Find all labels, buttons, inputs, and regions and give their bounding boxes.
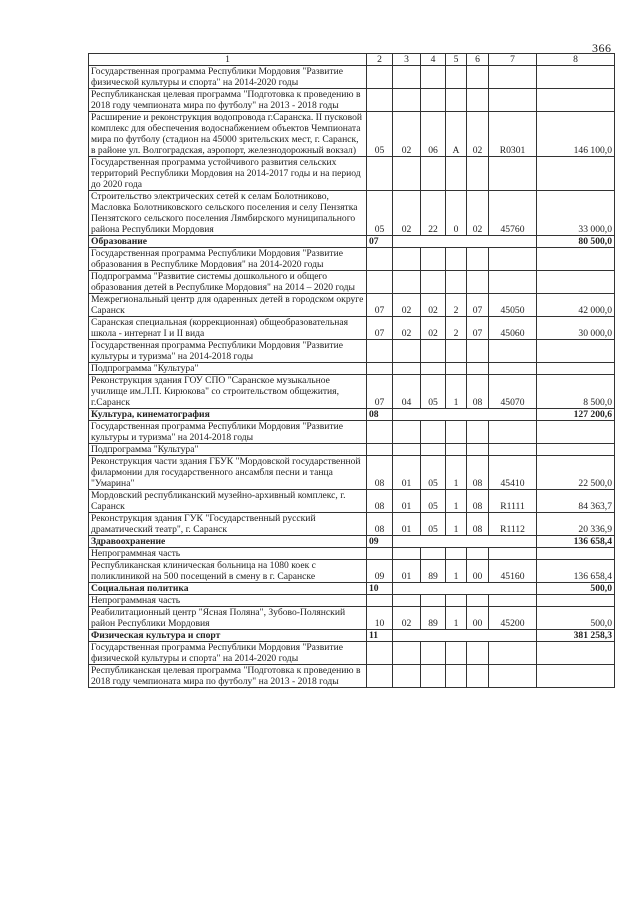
table-row [89, 271, 615, 294]
code-cell-c3: 01 [393, 560, 421, 583]
code-cell-c3 [393, 157, 421, 191]
code-cell-c3 [393, 363, 421, 375]
code-cell-c3: 04 [393, 375, 421, 409]
item-name: Подпрограмма "Культура" [89, 444, 367, 456]
section-total: 136 658,4 [537, 536, 615, 548]
code-cell-c5 [446, 66, 467, 89]
amount-cell: 146 100,0 [537, 112, 615, 157]
table-row [89, 191, 615, 236]
table-row [89, 89, 615, 112]
table-row [89, 595, 615, 607]
section-code: 11 [367, 630, 393, 642]
column-header: 8 [537, 54, 615, 66]
item-name: Строительство электрических сетей к селам Болотниково, Масловка Болотниковского сельского поселения и селу Пензятка Пензятского сельского поселения Лямбирского муниципального района Республики Мордовия [89, 191, 367, 236]
code-cell-c4 [421, 642, 446, 665]
table-body [89, 66, 615, 688]
code-cell-c4 [421, 421, 446, 444]
code-cell-c7: 45760 [489, 191, 537, 236]
code-cell-c2 [367, 363, 393, 375]
code-cell-c3 [393, 66, 421, 89]
code-cell-c6 [467, 642, 489, 665]
amount-cell: 500,0 [537, 607, 615, 630]
code-cell-c2 [367, 271, 393, 294]
code-cell-c7 [489, 157, 537, 191]
table-row [89, 456, 615, 490]
code-cell-c6: 07 [467, 317, 489, 340]
section-spacer [393, 536, 537, 548]
code-cell-c4 [421, 548, 446, 560]
amount-cell [537, 66, 615, 89]
code-cell-c6 [467, 421, 489, 444]
column-header: 6 [467, 54, 489, 66]
code-cell-c2: 08 [367, 490, 393, 513]
column-header: 7 [489, 54, 537, 66]
section-total: 80 500,0 [537, 236, 615, 248]
code-cell-c5 [446, 89, 467, 112]
section-row [89, 630, 615, 642]
table-row [89, 560, 615, 583]
section-total: 127 200,6 [537, 409, 615, 421]
code-cell-c3 [393, 248, 421, 271]
code-cell-c2: 10 [367, 607, 393, 630]
item-name: Межрегиональный центр для одаренных детей в городском округе Саранск [89, 294, 367, 317]
item-name: Республиканская целевая программа "Подготовка к проведению в 2018 году чемпионата мира по футболу" на 2013 - 2018 годы [89, 665, 367, 688]
section-spacer [393, 583, 537, 595]
table-row [89, 317, 615, 340]
code-cell-c2: 08 [367, 513, 393, 536]
code-cell-c2 [367, 248, 393, 271]
code-cell-c6 [467, 340, 489, 363]
code-cell-c7 [489, 271, 537, 294]
code-cell-c6: 08 [467, 513, 489, 536]
code-cell-c3 [393, 642, 421, 665]
code-cell-c5: 0 [446, 191, 467, 236]
code-cell-c7 [489, 665, 537, 688]
code-cell-c3: 01 [393, 490, 421, 513]
code-cell-c5 [446, 595, 467, 607]
section-row [89, 409, 615, 421]
section-code: 10 [367, 583, 393, 595]
code-cell-c7: 45070 [489, 375, 537, 409]
code-cell-c2 [367, 595, 393, 607]
code-cell-c6 [467, 548, 489, 560]
code-cell-c3 [393, 421, 421, 444]
table-row [89, 642, 615, 665]
code-cell-c3 [393, 548, 421, 560]
item-name: Расширение и реконструкция водопровода г.Саранска. II пусковой комплекс для обеспечения водоснабжением объектов Чемпионата мира по футболу (стадион на 45000 зрительских мест, г. Саранск, в районе ул. Волгоградская, аэропорт, железнодорожный вокзал) [89, 112, 367, 157]
code-cell-c7 [489, 642, 537, 665]
code-cell-c5 [446, 248, 467, 271]
amount-cell [537, 595, 615, 607]
code-cell-c7 [489, 340, 537, 363]
amount-cell: 8 500,0 [537, 375, 615, 409]
code-cell-c6 [467, 157, 489, 191]
code-cell-c2: 07 [367, 294, 393, 317]
code-cell-c4 [421, 271, 446, 294]
code-cell-c7 [489, 89, 537, 112]
table-row [89, 607, 615, 630]
code-cell-c2: 05 [367, 112, 393, 157]
code-cell-c5 [446, 340, 467, 363]
code-cell-c4 [421, 665, 446, 688]
code-cell-c4 [421, 363, 446, 375]
item-name: Мордовский республиканский музейно-архивный комплекс, г. Саранск [89, 490, 367, 513]
code-cell-c7: R1111 [489, 490, 537, 513]
code-cell-c6 [467, 665, 489, 688]
page-number: 366 [592, 41, 612, 55]
item-name: Государственная программа Республики Мордовия "Развитие культуры и туризма" на 2014-2018 годы [89, 421, 367, 444]
code-cell-c5 [446, 363, 467, 375]
amount-cell [537, 340, 615, 363]
code-cell-c5 [446, 548, 467, 560]
code-cell-c2: 05 [367, 191, 393, 236]
item-name: Непрограммная часть [89, 595, 367, 607]
code-cell-c5: А [446, 112, 467, 157]
section-title: Культура, кинематография [89, 409, 367, 421]
amount-cell [537, 548, 615, 560]
code-cell-c6 [467, 595, 489, 607]
code-cell-c6 [467, 248, 489, 271]
item-name: Непрограммная часть [89, 548, 367, 560]
section-title: Образование [89, 236, 367, 248]
code-cell-c5 [446, 642, 467, 665]
item-name: Реконструкция здания ГУК "Государственный русский драматический театр", г. Саранск [89, 513, 367, 536]
code-cell-c3: 01 [393, 456, 421, 490]
code-cell-c2 [367, 665, 393, 688]
section-spacer [393, 409, 537, 421]
code-cell-c7 [489, 248, 537, 271]
code-cell-c7: 45200 [489, 607, 537, 630]
item-name: Государственная программа Республики Мордовия "Развитие физической культуры и спорта" на 2014-2020 годы [89, 642, 367, 665]
code-cell-c4 [421, 89, 446, 112]
code-cell-c6: 00 [467, 607, 489, 630]
code-cell-c2: 09 [367, 560, 393, 583]
code-cell-c3 [393, 444, 421, 456]
item-name: Государственная программа Республики Мордовия "Развитие образования в Республике Мордовия" на 2014-2020 годы [89, 248, 367, 271]
code-cell-c4 [421, 66, 446, 89]
code-cell-c7 [489, 444, 537, 456]
table-row [89, 421, 615, 444]
code-cell-c6 [467, 66, 489, 89]
item-name: Реконструкция здания ГОУ СПО "Саранское музыкальное училище им.Л.П. Кирюкова" со строительством общежития, г.Саранск [89, 375, 367, 409]
code-cell-c4 [421, 157, 446, 191]
section-code: 07 [367, 236, 393, 248]
section-title: Здравоохранение [89, 536, 367, 548]
table-row [89, 490, 615, 513]
section-total: 381 258,3 [537, 630, 615, 642]
amount-cell: 136 658,4 [537, 560, 615, 583]
code-cell-c4: 06 [421, 112, 446, 157]
item-name: Подпрограмма "Культура" [89, 363, 367, 375]
amount-cell: 84 363,7 [537, 490, 615, 513]
table-row [89, 665, 615, 688]
code-cell-c7 [489, 548, 537, 560]
amount-cell [537, 89, 615, 112]
section-title: Социальная политика [89, 583, 367, 595]
table-row [89, 363, 615, 375]
code-cell-c6: 08 [467, 456, 489, 490]
code-cell-c5 [446, 157, 467, 191]
amount-cell [537, 363, 615, 375]
code-cell-c7 [489, 421, 537, 444]
amount-cell [537, 444, 615, 456]
code-cell-c2 [367, 157, 393, 191]
code-cell-c5 [446, 444, 467, 456]
code-cell-c4: 02 [421, 317, 446, 340]
code-cell-c3 [393, 89, 421, 112]
code-cell-c4: 05 [421, 490, 446, 513]
table-row [89, 112, 615, 157]
table-header-row [89, 54, 615, 66]
code-cell-c6 [467, 444, 489, 456]
code-cell-c4: 89 [421, 560, 446, 583]
code-cell-c3 [393, 340, 421, 363]
code-cell-c4: 05 [421, 375, 446, 409]
section-spacer [393, 630, 537, 642]
code-cell-c5 [446, 271, 467, 294]
code-cell-c3: 01 [393, 513, 421, 536]
code-cell-c7 [489, 595, 537, 607]
item-name: Государственная программа устойчивого развития сельских территорий Республики Мордовия на 2014-2017 годы и на период до 2020 года [89, 157, 367, 191]
amount-cell [537, 271, 615, 294]
item-name: Государственная программа Республики Мордовия "Развитие физической культуры и спорта" на 2014-2020 годы [89, 66, 367, 89]
code-cell-c5: 1 [446, 375, 467, 409]
table-row [89, 513, 615, 536]
code-cell-c5 [446, 421, 467, 444]
code-cell-c3: 02 [393, 294, 421, 317]
amount-cell [537, 642, 615, 665]
code-cell-c4: 05 [421, 513, 446, 536]
code-cell-c6 [467, 271, 489, 294]
code-cell-c2: 07 [367, 375, 393, 409]
code-cell-c3 [393, 271, 421, 294]
code-cell-c6: 07 [467, 294, 489, 317]
code-cell-c4: 05 [421, 456, 446, 490]
amount-cell: 42 000,0 [537, 294, 615, 317]
item-name: Государственная программа Республики Мордовия "Развитие культуры и туризма" на 2014-2018 годы [89, 340, 367, 363]
table-row [89, 548, 615, 560]
code-cell-c3: 02 [393, 607, 421, 630]
column-header: 1 [89, 54, 367, 66]
code-cell-c2 [367, 444, 393, 456]
section-title: Физическая культура и спорт [89, 630, 367, 642]
amount-cell: 22 500,0 [537, 456, 615, 490]
budget-table [88, 53, 615, 688]
item-name: Республиканская клиническая больница на 1080 коек с поликлиникой на 500 посещений в смену в г. Саранске [89, 560, 367, 583]
code-cell-c4 [421, 595, 446, 607]
code-cell-c5 [446, 665, 467, 688]
amount-cell [537, 421, 615, 444]
code-cell-c5: 2 [446, 294, 467, 317]
amount-cell: 30 000,0 [537, 317, 615, 340]
code-cell-c3 [393, 665, 421, 688]
code-cell-c4 [421, 248, 446, 271]
code-cell-c7 [489, 66, 537, 89]
column-header: 2 [367, 54, 393, 66]
code-cell-c2 [367, 340, 393, 363]
item-name: Реабилитационный центр "Ясная Поляна", Зубово-Полянский район Республики Мордовия [89, 607, 367, 630]
code-cell-c2 [367, 548, 393, 560]
code-cell-c6: 08 [467, 490, 489, 513]
code-cell-c7: 45410 [489, 456, 537, 490]
amount-cell [537, 665, 615, 688]
code-cell-c2 [367, 89, 393, 112]
code-cell-c3: 02 [393, 112, 421, 157]
table-row [89, 157, 615, 191]
table-row [89, 294, 615, 317]
section-total: 500,0 [537, 583, 615, 595]
code-cell-c4: 02 [421, 294, 446, 317]
code-cell-c4 [421, 444, 446, 456]
amount-cell [537, 157, 615, 191]
table-row [89, 444, 615, 456]
code-cell-c4 [421, 340, 446, 363]
section-code: 09 [367, 536, 393, 548]
section-row [89, 536, 615, 548]
code-cell-c5: 1 [446, 456, 467, 490]
code-cell-c5: 1 [446, 490, 467, 513]
code-cell-c7: R1112 [489, 513, 537, 536]
code-cell-c6 [467, 89, 489, 112]
code-cell-c7: 45060 [489, 317, 537, 340]
code-cell-c4: 89 [421, 607, 446, 630]
table-row [89, 375, 615, 409]
code-cell-c3 [393, 595, 421, 607]
code-cell-c4: 22 [421, 191, 446, 236]
column-header: 4 [421, 54, 446, 66]
item-name: Республиканская целевая программа "Подготовка к проведению в 2018 году чемпионата мира по футболу" на 2013 - 2018 годы [89, 89, 367, 112]
item-name: Саранская специальная (коррекционная) общеобразовательная школа - интернат I и II вида [89, 317, 367, 340]
amount-cell: 33 000,0 [537, 191, 615, 236]
amount-cell [537, 248, 615, 271]
code-cell-c6: 02 [467, 112, 489, 157]
section-spacer [393, 236, 537, 248]
code-cell-c2 [367, 642, 393, 665]
code-cell-c6: 08 [467, 375, 489, 409]
section-row [89, 236, 615, 248]
code-cell-c3: 02 [393, 191, 421, 236]
code-cell-c3: 02 [393, 317, 421, 340]
code-cell-c5: 1 [446, 513, 467, 536]
code-cell-c5: 1 [446, 607, 467, 630]
code-cell-c6: 02 [467, 191, 489, 236]
code-cell-c2: 08 [367, 456, 393, 490]
code-cell-c7: 45160 [489, 560, 537, 583]
item-name: Реконструкция части здания ГБУК "Мордовской государственной филармонии для государственного ансамбля песни и танца "Умарина" [89, 456, 367, 490]
code-cell-c2 [367, 421, 393, 444]
amount-cell: 20 336,9 [537, 513, 615, 536]
code-cell-c7 [489, 363, 537, 375]
code-cell-c6: 00 [467, 560, 489, 583]
table-row [89, 248, 615, 271]
code-cell-c6 [467, 363, 489, 375]
section-row [89, 583, 615, 595]
code-cell-c2: 07 [367, 317, 393, 340]
code-cell-c7: R0301 [489, 112, 537, 157]
code-cell-c2 [367, 66, 393, 89]
code-cell-c7: 45050 [489, 294, 537, 317]
section-code: 08 [367, 409, 393, 421]
table-row [89, 66, 615, 89]
table-row [89, 340, 615, 363]
column-header: 3 [393, 54, 421, 66]
code-cell-c5: 1 [446, 560, 467, 583]
item-name: Подпрограмма "Развитие системы дошкольного и общего образования детей в Республике Мордовия" на 2014 – 2020 годы [89, 271, 367, 294]
column-header: 5 [446, 54, 467, 66]
code-cell-c5: 2 [446, 317, 467, 340]
